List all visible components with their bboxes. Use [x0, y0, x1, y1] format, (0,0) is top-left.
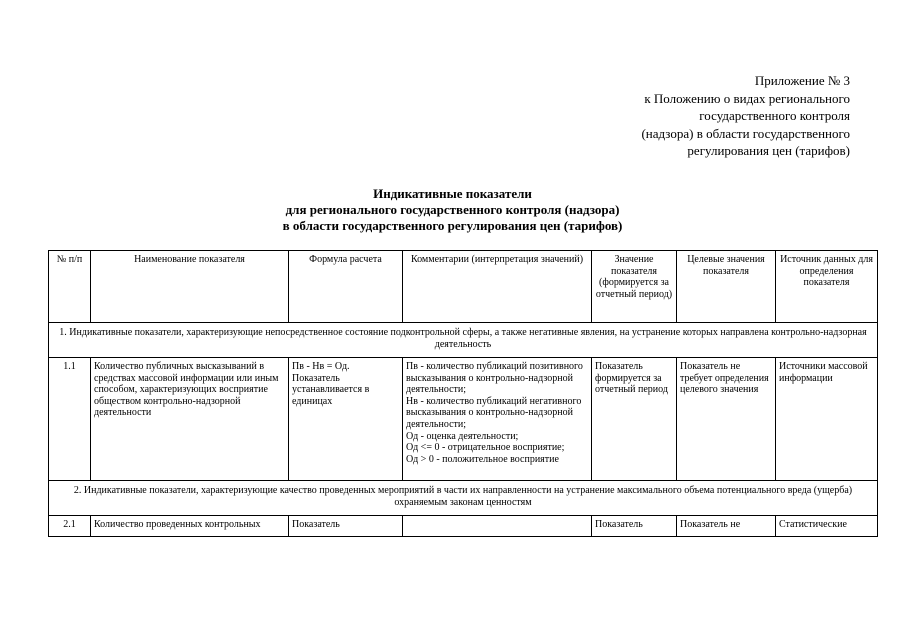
comment-cell	[403, 358, 592, 481]
annex-line: к Положению о видах регионального	[644, 90, 850, 106]
indicators-table	[48, 250, 878, 537]
comment-line: Од <= 0 - отрицательное восприятие;	[406, 442, 565, 454]
comment-cell	[403, 516, 592, 537]
comment-line: Нв - количество публикаций негативного высказывания о контрольно-надзорной деятельности;	[406, 395, 582, 430]
target-cell: Показатель не	[677, 516, 776, 537]
header-number: № п/п	[49, 251, 91, 323]
target-cell: Показатель не требует определения целевого значения	[677, 358, 776, 481]
source-cell: Источники массовой информации	[776, 358, 878, 481]
row-number: 1.1	[49, 358, 91, 481]
value-cell: Показатель	[592, 516, 677, 537]
section-heading-2: 2. Индикативные показатели, характеризующие качество проведенных мероприятий в части их направленности на устранение максимального объема потенциального вреда (ущерба) охраняемым законам ценностям	[49, 481, 878, 516]
indicator-name: Количество публичных высказываний в средствах массовой информации или иным способом, характеризующих восприятие обществом контрольно-надзорной деятельности	[91, 358, 289, 481]
section-row-1	[49, 323, 878, 358]
title-line: в области государственного регулирования цен (тарифов)	[282, 218, 623, 233]
comment-line: Од - оценка деятельности;	[406, 430, 519, 442]
value-cell: Показатель формируется за отчетный период	[592, 358, 677, 481]
comment-line: Пв - количество публикаций позитивного высказывания о контрольно-надзорной деятельности;	[406, 361, 583, 396]
row-number: 2.1	[49, 516, 91, 537]
section-heading-1: 1. Индикативные показатели, характеризующие непосредственное состояние подконтрольной сферы, а также негативные явления, на устранение которых направлена контрольно-надзорная деятельность	[49, 323, 878, 358]
annex-line: регулирования цен (тарифов)	[687, 143, 850, 159]
formula-line: Пв - Нв = Од.	[292, 361, 350, 372]
table-row	[49, 516, 878, 537]
header-target: Целевые значения показателя	[677, 251, 776, 323]
header-formula: Формула расчета	[289, 251, 403, 323]
title-line: Индикативные показатели	[373, 186, 532, 201]
header-source: Источник данных для определения показателя	[776, 251, 878, 323]
table-row	[49, 358, 878, 481]
comment-line: Од > 0 - положительное восприятие	[406, 453, 559, 465]
annex-line: государственного контроля	[699, 108, 850, 124]
annex-line: Приложение № 3	[754, 73, 850, 88]
document-title	[0, 186, 905, 234]
source-cell: Статистические	[776, 516, 878, 537]
formula-cell: Показатель	[289, 516, 403, 537]
section-row-2	[49, 481, 878, 516]
annex-line: (надзора) в области государственного	[641, 125, 850, 141]
formula-line: Показатель устанавливается в единицах	[292, 372, 370, 407]
table-header-row	[49, 251, 878, 323]
header-comments: Комментарии (интерпретация значений)	[403, 251, 592, 323]
header-indicator-name: Наименование показателя	[91, 251, 289, 323]
indicator-name: Количество проведенных контрольных	[91, 516, 289, 537]
title-line: для регионального государственного контроля (надзора)	[285, 202, 620, 217]
header-value: Значение показателя (формируется за отчетный период)	[592, 251, 677, 323]
annex-header	[550, 72, 850, 160]
formula-cell	[289, 358, 403, 481]
